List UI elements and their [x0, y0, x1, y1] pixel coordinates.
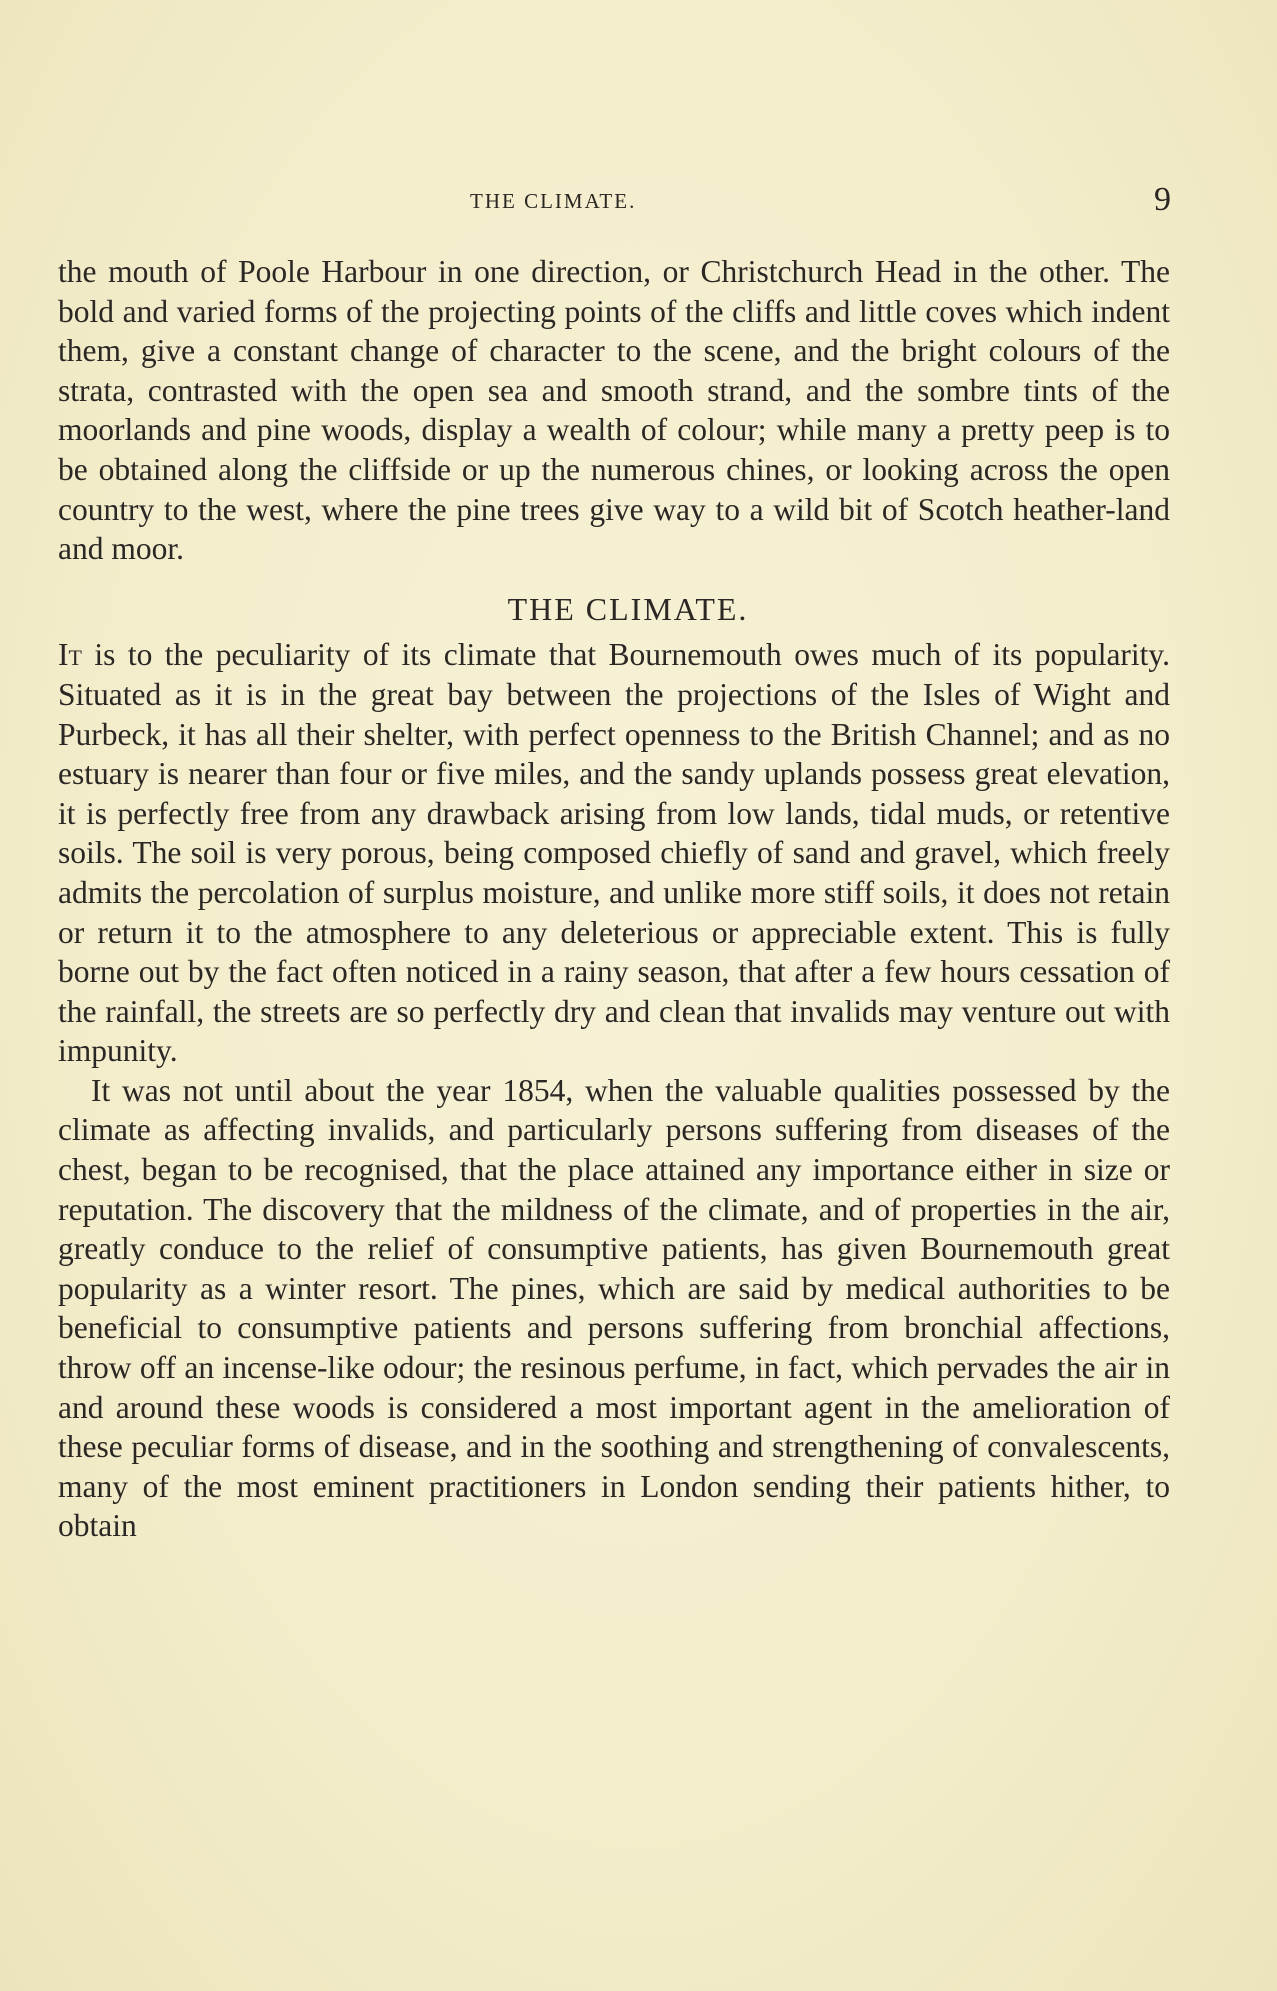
body-text: [58, 252, 1170, 1546]
paragraph-continued: the mouth of Poole Harbour in one direction, or Christchurch Head in the other. The bold and varied forms of the projecting points of the cliffs and little coves which indent them, give a constant change of character to the scene, and the bright colours of the strata, contrasted with the open sea and smooth strand, and the sombre tints of the moorlands and pine woods, display a wealth of colour; while many a pretty peep is to be obtained along the cliffside or up the numerous chines, or looking across the open country to the west, where the pine trees give way to a wild bit of Scotch heather-land and moor.: [58, 254, 1170, 567]
paragraph-history: It was not until about the year 1854, when the valuable qualities possessed by the climate as affecting invalids, and particularly persons suffering from diseases of the chest, began to be recognised, that the place attained any importance either in size or reputation. The discovery that the mildness of the climate, and of properties in the air, greatly conduce to the relief of consumptive patients, has given Bournemouth great popularity as a winter resort. The pines, which are said by medical authorities to be beneficial to consumptive patients and persons suffering from bronchial affections, throw off an incense-like odour; the resinous perfume, in fact, which pervades the air in and around these woods is considered a most important agent in the amelioration of these peculiar forms of disease, and in the soothing and strengthening of convalescents, many of the most eminent practitioners in London sending their patients hither, to obtain: [58, 1072, 1170, 1544]
running-title: THE CLIMATE.: [470, 189, 637, 213]
paragraph-climate-intro-text: is to the peculiarity of its climate that Bournemouth owes much of its popularity. Situated as it is in the great bay between the projections of the Isles of Wight and Purbeck, it has all their shelter, with perfect openness to the British Channel; and as no estuary is nearer than four or five miles, and the sandy uplands possess great elevation, it is perfectly free from any drawback arising from low lands, tidal muds, or retentive soils. The soil is very porous, being composed chiefly of sand and gravel, which freely admits the percolation of surplus moisture, and unlike more stiff soils, it does not retain or return it to the atmosphere to any deleterious or appreciable extent. This is fully borne out by the fact often noticed in a rainy season, that after a few hours cessation of the rainfall, the streets are so perfectly dry and clean that invalids may venture out with impunity.: [58, 637, 1170, 1069]
paragraph-climate-intro: [58, 635, 1170, 1071]
paragraph-opening-word: It: [58, 637, 82, 673]
section-heading: THE CLIMATE.: [507, 590, 749, 627]
running-head: [0, 181, 1277, 225]
page-number: 9: [1154, 181, 1171, 218]
